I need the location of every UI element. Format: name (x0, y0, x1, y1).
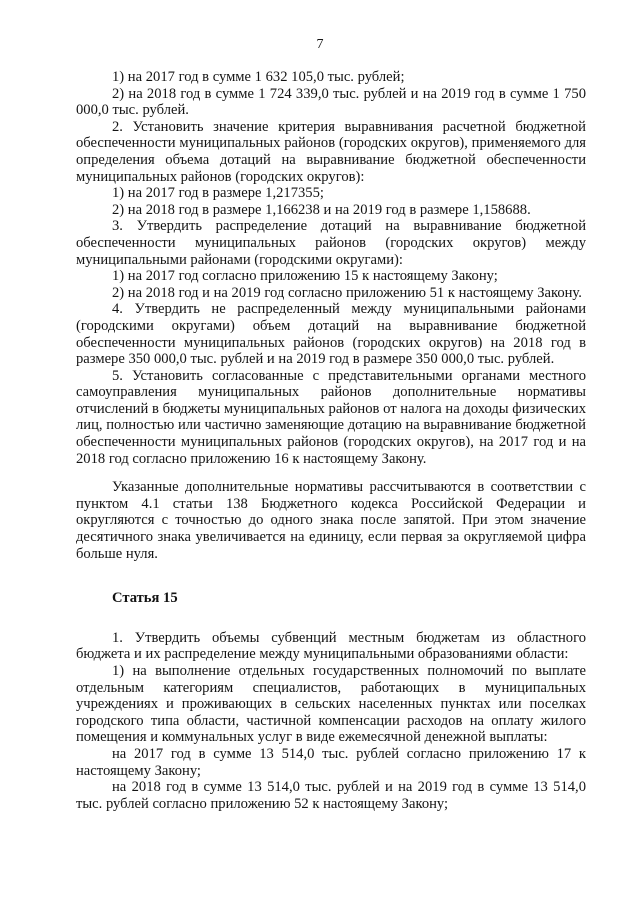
paragraph: 1) на 2017 год в сумме 1 632 105,0 тыс. рублей; (112, 69, 405, 85)
page-content (76, 69, 586, 812)
paragraph: 2) на 2018 год в сумме 1 724 339,0 тыс. рублей и на 2019 год в сумме 1 750 000,0 тыс. рублей. (76, 85, 586, 119)
paragraph: 1) на 2017 год в размере 1,217355; (112, 185, 324, 202)
paragraph: 2. Установить значение критерия выравнивания расчетной бюджетной обеспеченности муниципальных районов (городских округов), применяемого для определения объема дотаций на выравнивание бюджетной обеспеченности муниципальных районов (городских округов): (76, 118, 586, 185)
paragraph: 1) на выполнение отдельных государственных полномочий по выплате отдельным категориям специалистов, работающих в муниципальных учреждениях и проживающих в сельских населенных пунктах или поселках городского типа области, частичной компенсации расходов на оплату жилого помещения и коммунальных услуг в виде ежемесячной денежной выплаты: (76, 663, 586, 746)
paragraph: на 2018 год в сумме 13 514,0 тыс. рублей и на 2019 год в сумме 13 514,0 тыс. рублей согласно приложению 52 к настоящему Закону; (76, 779, 586, 812)
page-number: 7 (316, 37, 324, 52)
article-14-continuation (76, 69, 586, 467)
paragraph: 2) на 2018 год и на 2019 год согласно приложению 51 к настоящему Закону. (112, 284, 582, 301)
article-heading: Статья 15 (112, 590, 178, 607)
paragraph: на 2017 год в сумме 13 514,0 тыс. рублей согласно приложению 17 к настоящему Закону; (76, 745, 586, 779)
paragraph: 4. Утвердить не распределенный между муниципальными районами (городскими округами) объем дотаций на выравнивание бюджетной обеспеченности муниципальных районов (городских округов) на 2018 год в размере 350 000,0 тыс. рублей и на 2019 год в размере 350 000,0 тыс. рублей. (76, 301, 586, 368)
paragraph: Указанные дополнительные нормативы рассчитываются в соответствии с пунктом 4.1 статьи 138 Бюджетного кодекса Российской Федерации и округляются с точностью до одного знака после запятой. При этом значение десятичного знака увеличивается на единицу, если первая за округляемой цифра больше нуля. (76, 479, 586, 562)
paragraph: 2) на 2018 год в размере 1,166238 и на 2019 год в размере 1,158688. (112, 201, 531, 218)
paragraph: 1) на 2017 год согласно приложению 15 к настоящему Закону; (112, 268, 498, 285)
rounding-note (76, 479, 586, 562)
paragraph: 5. Установить согласованные с представительными органами местного самоуправления муниципальных районов дополнительные нормативы отчислений в бюджеты муниципальных районов от налога на доходы физических лиц, полностью или частично заменяющие дотацию на выравнивание бюджетной обеспеченности муниципальных районов (городских округов), на 2017 год и на 2018 год согласно приложению 16 к настоящему Закону. (76, 367, 586, 467)
article-15-body (76, 630, 586, 813)
paragraph: 1. Утвердить объемы субвенций местным бюджетам из областного бюджета и их распределение между муниципальными образованиями области: (76, 629, 586, 663)
paragraph: 3. Утвердить распределение дотаций на выравнивание бюджетной обеспеченности муниципальных районов (городских округов) между муниципальными районами (городскими округами): (76, 218, 586, 268)
